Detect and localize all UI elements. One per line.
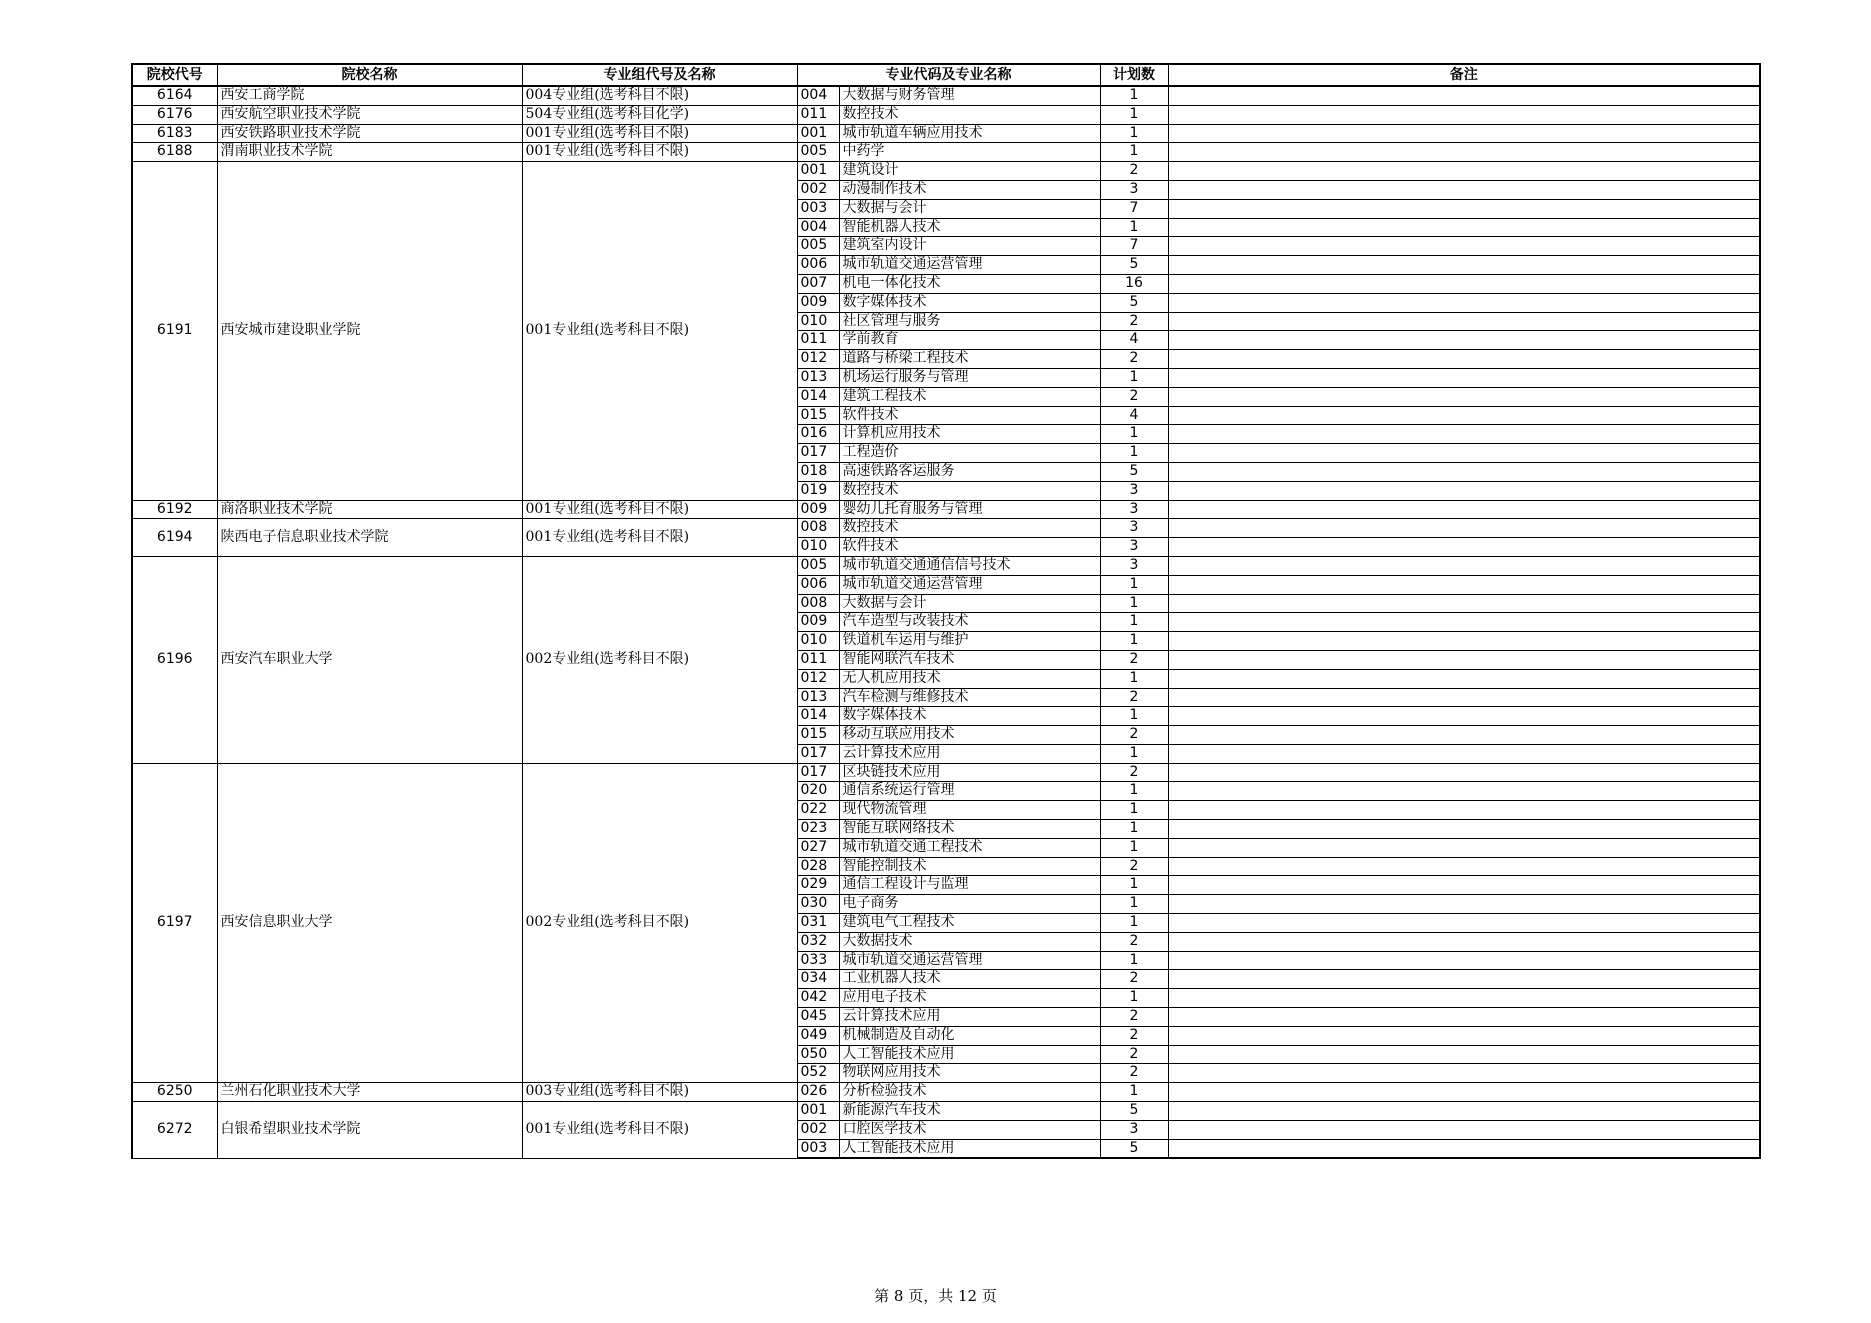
note-cell (1168, 782, 1760, 801)
major-name-cell: 工业机器人技术 (839, 970, 1100, 989)
table-row (132, 143, 1760, 162)
major-code-cell: 031 (797, 914, 839, 933)
table-row (132, 105, 1760, 124)
note-cell (1168, 1045, 1760, 1064)
plan-count-cell: 1 (1100, 914, 1168, 933)
school-code-cell: 6188 (132, 143, 217, 162)
major-code-cell: 001 (797, 124, 839, 143)
plan-count-cell: 2 (1100, 1064, 1168, 1083)
note-cell (1168, 293, 1760, 312)
major-code-cell: 013 (797, 368, 839, 387)
plan-count-cell: 5 (1100, 462, 1168, 481)
plan-count-cell: 2 (1100, 162, 1168, 181)
note-cell (1168, 970, 1760, 989)
note-cell (1168, 989, 1760, 1008)
plan-count-cell: 3 (1100, 1120, 1168, 1139)
plan-count-cell: 1 (1100, 838, 1168, 857)
major-code-cell: 019 (797, 481, 839, 500)
note-cell (1168, 105, 1760, 124)
plan-count-cell: 1 (1100, 876, 1168, 895)
note-cell (1168, 444, 1760, 463)
major-name-cell: 物联网应用技术 (839, 1064, 1100, 1083)
major-code-cell: 008 (797, 519, 839, 538)
major-code-cell: 004 (797, 86, 839, 105)
note-cell (1168, 876, 1760, 895)
plan-count-cell: 1 (1100, 368, 1168, 387)
note-cell (1168, 481, 1760, 500)
major-name-cell: 人工智能技术应用 (839, 1045, 1100, 1064)
major-name-cell: 口腔医学技术 (839, 1120, 1100, 1139)
note-cell (1168, 688, 1760, 707)
plan-count-cell: 5 (1100, 1139, 1168, 1158)
plan-count-cell: 1 (1100, 86, 1168, 105)
major-code-cell: 011 (797, 650, 839, 669)
major-code-cell: 016 (797, 425, 839, 444)
group-cell: 504专业组(选考科目化学) (522, 105, 797, 124)
plan-count-cell: 1 (1100, 425, 1168, 444)
major-name-cell: 大数据技术 (839, 932, 1100, 951)
major-code-cell: 018 (797, 462, 839, 481)
major-code-cell: 004 (797, 218, 839, 237)
major-name-cell: 城市轨道交通运营管理 (839, 256, 1100, 275)
group-cell: 001专业组(选考科目不限) (522, 519, 797, 557)
note-cell (1168, 575, 1760, 594)
major-name-cell: 数字媒体技术 (839, 707, 1100, 726)
school-name-cell: 西安城市建设职业学院 (217, 162, 522, 500)
school-name-cell: 西安信息职业大学 (217, 763, 522, 1083)
note-cell (1168, 1102, 1760, 1121)
major-name-cell: 城市轨道交通运营管理 (839, 951, 1100, 970)
major-code-cell: 010 (797, 632, 839, 651)
note-cell (1168, 669, 1760, 688)
note-cell (1168, 763, 1760, 782)
major-code-cell: 005 (797, 237, 839, 256)
note-cell (1168, 1083, 1760, 1102)
group-cell: 001专业组(选考科目不限) (522, 1102, 797, 1159)
major-name-cell: 高速铁路客运服务 (839, 462, 1100, 481)
plan-count-cell: 1 (1100, 951, 1168, 970)
plan-count-cell: 3 (1100, 538, 1168, 557)
major-name-cell: 建筑室内设计 (839, 237, 1100, 256)
major-code-cell: 012 (797, 350, 839, 369)
major-name-cell: 大数据与会计 (839, 594, 1100, 613)
plan-count-cell: 16 (1100, 274, 1168, 293)
major-code-cell: 017 (797, 444, 839, 463)
note-cell (1168, 726, 1760, 745)
table-row (132, 519, 1760, 538)
group-cell: 001专业组(选考科目不限) (522, 500, 797, 519)
plan-count-cell: 3 (1100, 519, 1168, 538)
major-name-cell: 电子商务 (839, 895, 1100, 914)
plan-count-cell: 1 (1100, 594, 1168, 613)
major-name-cell: 新能源汽车技术 (839, 1102, 1100, 1121)
major-code-cell: 022 (797, 801, 839, 820)
note-cell (1168, 406, 1760, 425)
table-body (132, 86, 1760, 1158)
header-group: 专业组代号及名称 (522, 64, 797, 86)
major-name-cell: 建筑工程技术 (839, 387, 1100, 406)
plan-count-cell: 5 (1100, 256, 1168, 275)
note-cell (1168, 1120, 1760, 1139)
major-code-cell: 007 (797, 274, 839, 293)
major-code-cell: 002 (797, 1120, 839, 1139)
table-row (132, 500, 1760, 519)
plan-count-cell: 1 (1100, 801, 1168, 820)
major-name-cell: 汽车造型与改装技术 (839, 613, 1100, 632)
plan-count-cell: 1 (1100, 820, 1168, 839)
group-cell: 004专业组(选考科目不限) (522, 86, 797, 105)
major-name-cell: 移动互联应用技术 (839, 726, 1100, 745)
major-code-cell: 014 (797, 707, 839, 726)
table-row (132, 763, 1760, 782)
plan-count-cell: 2 (1100, 1008, 1168, 1027)
plan-count-cell: 3 (1100, 500, 1168, 519)
note-cell (1168, 462, 1760, 481)
major-code-cell: 027 (797, 838, 839, 857)
major-code-cell: 028 (797, 857, 839, 876)
note-cell (1168, 162, 1760, 181)
major-code-cell: 023 (797, 820, 839, 839)
major-name-cell: 建筑设计 (839, 162, 1100, 181)
major-name-cell: 铁道机车运用与维护 (839, 632, 1100, 651)
note-cell (1168, 124, 1760, 143)
plan-count-cell: 1 (1100, 707, 1168, 726)
note-cell (1168, 368, 1760, 387)
note-cell (1168, 707, 1760, 726)
major-code-cell: 011 (797, 105, 839, 124)
school-code-cell: 6191 (132, 162, 217, 500)
note-cell (1168, 218, 1760, 237)
plan-count-cell: 1 (1100, 989, 1168, 1008)
major-code-cell: 002 (797, 180, 839, 199)
major-code-cell: 014 (797, 387, 839, 406)
note-cell (1168, 951, 1760, 970)
plan-count-cell: 1 (1100, 613, 1168, 632)
header-school-name: 院校名称 (217, 64, 522, 86)
major-name-cell: 城市轨道交通通信信号技术 (839, 556, 1100, 575)
note-cell (1168, 932, 1760, 951)
note-cell (1168, 86, 1760, 105)
note-cell (1168, 199, 1760, 218)
major-name-cell: 智能互联网络技术 (839, 820, 1100, 839)
plan-count-cell: 2 (1100, 763, 1168, 782)
plan-count-cell: 2 (1100, 387, 1168, 406)
major-code-cell: 010 (797, 312, 839, 331)
major-name-cell: 智能网联汽车技术 (839, 650, 1100, 669)
school-code-cell: 6176 (132, 105, 217, 124)
major-name-cell: 区块链技术应用 (839, 763, 1100, 782)
major-code-cell: 042 (797, 989, 839, 1008)
plan-count-cell: 1 (1100, 105, 1168, 124)
note-cell (1168, 519, 1760, 538)
group-cell: 003专业组(选考科目不限) (522, 1083, 797, 1102)
plan-count-cell: 1 (1100, 1083, 1168, 1102)
school-name-cell: 商洛职业技术学院 (217, 500, 522, 519)
plan-count-cell: 2 (1100, 970, 1168, 989)
note-cell (1168, 744, 1760, 763)
note-cell (1168, 914, 1760, 933)
major-name-cell: 智能机器人技术 (839, 218, 1100, 237)
note-cell (1168, 350, 1760, 369)
note-cell (1168, 1026, 1760, 1045)
school-code-cell: 6272 (132, 1102, 217, 1159)
school-name-cell: 陕西电子信息职业技术学院 (217, 519, 522, 557)
table-row (132, 1102, 1760, 1121)
major-code-cell: 013 (797, 688, 839, 707)
table-header-row (132, 64, 1760, 86)
note-cell (1168, 331, 1760, 350)
major-code-cell: 029 (797, 876, 839, 895)
major-code-cell: 003 (797, 1139, 839, 1158)
major-code-cell: 003 (797, 199, 839, 218)
plan-count-cell: 2 (1100, 312, 1168, 331)
plan-count-cell: 2 (1100, 650, 1168, 669)
major-code-cell: 017 (797, 763, 839, 782)
plan-count-cell: 2 (1100, 726, 1168, 745)
major-code-cell: 011 (797, 331, 839, 350)
major-name-cell: 汽车检测与维修技术 (839, 688, 1100, 707)
table-row (132, 556, 1760, 575)
major-name-cell: 道路与桥梁工程技术 (839, 350, 1100, 369)
note-cell (1168, 387, 1760, 406)
note-cell (1168, 274, 1760, 293)
school-code-cell: 6197 (132, 763, 217, 1083)
plan-count-cell: 3 (1100, 481, 1168, 500)
plan-count-cell: 2 (1100, 1026, 1168, 1045)
school-name-cell: 西安工商学院 (217, 86, 522, 105)
group-cell: 001专业组(选考科目不限) (522, 124, 797, 143)
major-name-cell: 数控技术 (839, 481, 1100, 500)
note-cell (1168, 500, 1760, 519)
school-name-cell: 白银希望职业技术学院 (217, 1102, 522, 1159)
major-code-cell: 008 (797, 594, 839, 613)
major-name-cell: 大数据与会计 (839, 199, 1100, 218)
table-row (132, 1083, 1760, 1102)
school-code-cell: 6194 (132, 519, 217, 557)
major-name-cell: 学前教育 (839, 331, 1100, 350)
major-code-cell: 015 (797, 726, 839, 745)
header-school-code: 院校代号 (132, 64, 217, 86)
header-count: 计划数 (1100, 64, 1168, 86)
major-name-cell: 大数据与财务管理 (839, 86, 1100, 105)
major-name-cell: 智能控制技术 (839, 857, 1100, 876)
note-cell (1168, 425, 1760, 444)
table-row (132, 162, 1760, 181)
major-name-cell: 分析检验技术 (839, 1083, 1100, 1102)
plan-count-cell: 4 (1100, 331, 1168, 350)
plan-count-cell: 5 (1100, 293, 1168, 312)
major-name-cell: 机场运行服务与管理 (839, 368, 1100, 387)
note-cell (1168, 613, 1760, 632)
major-code-cell: 009 (797, 293, 839, 312)
school-code-cell: 6192 (132, 500, 217, 519)
plan-count-cell: 2 (1100, 1045, 1168, 1064)
major-name-cell: 城市轨道车辆应用技术 (839, 124, 1100, 143)
school-name-cell: 兰州石化职业技术大学 (217, 1083, 522, 1102)
plan-count-cell: 1 (1100, 444, 1168, 463)
major-code-cell: 010 (797, 538, 839, 557)
group-cell: 001专业组(选考科目不限) (522, 143, 797, 162)
group-cell: 001专业组(选考科目不限) (522, 162, 797, 500)
school-name-cell: 渭南职业技术学院 (217, 143, 522, 162)
plan-count-cell: 3 (1100, 556, 1168, 575)
major-name-cell: 软件技术 (839, 538, 1100, 557)
major-name-cell: 中药学 (839, 143, 1100, 162)
plan-count-cell: 1 (1100, 744, 1168, 763)
plan-count-cell: 2 (1100, 932, 1168, 951)
group-cell: 002专业组(选考科目不限) (522, 763, 797, 1083)
note-cell (1168, 256, 1760, 275)
note-cell (1168, 632, 1760, 651)
major-code-cell: 005 (797, 556, 839, 575)
table-row (132, 86, 1760, 105)
major-code-cell: 001 (797, 162, 839, 181)
major-code-cell: 026 (797, 1083, 839, 1102)
page-footer: 第 8 页，共 12 页 (874, 1287, 997, 1305)
major-name-cell: 云计算技术应用 (839, 744, 1100, 763)
plan-count-cell: 1 (1100, 124, 1168, 143)
major-code-cell: 006 (797, 256, 839, 275)
plan-count-cell: 1 (1100, 575, 1168, 594)
major-code-cell: 052 (797, 1064, 839, 1083)
school-name-cell: 西安航空职业技术学院 (217, 105, 522, 124)
major-code-cell: 050 (797, 1045, 839, 1064)
major-name-cell: 动漫制作技术 (839, 180, 1100, 199)
major-code-cell: 012 (797, 669, 839, 688)
major-name-cell: 通信工程设计与监理 (839, 876, 1100, 895)
major-code-cell: 009 (797, 613, 839, 632)
school-code-cell: 6196 (132, 556, 217, 763)
major-name-cell: 计算机应用技术 (839, 425, 1100, 444)
header-major: 专业代码及专业名称 (797, 64, 1100, 86)
note-cell (1168, 312, 1760, 331)
major-name-cell: 机械制造及自动化 (839, 1026, 1100, 1045)
major-code-cell: 005 (797, 143, 839, 162)
major-name-cell: 机电一体化技术 (839, 274, 1100, 293)
plan-count-cell: 2 (1100, 857, 1168, 876)
note-cell (1168, 556, 1760, 575)
major-name-cell: 城市轨道交通运营管理 (839, 575, 1100, 594)
plan-count-cell: 5 (1100, 1102, 1168, 1121)
plan-count-cell: 1 (1100, 218, 1168, 237)
major-name-cell: 现代物流管理 (839, 801, 1100, 820)
major-name-cell: 社区管理与服务 (839, 312, 1100, 331)
school-name-cell: 西安汽车职业大学 (217, 556, 522, 763)
major-name-cell: 数字媒体技术 (839, 293, 1100, 312)
major-code-cell: 032 (797, 932, 839, 951)
plan-count-cell: 1 (1100, 632, 1168, 651)
plan-count-cell: 1 (1100, 669, 1168, 688)
major-name-cell: 软件技术 (839, 406, 1100, 425)
note-cell (1168, 594, 1760, 613)
note-cell (1168, 838, 1760, 857)
major-code-cell: 045 (797, 1008, 839, 1027)
major-code-cell: 006 (797, 575, 839, 594)
note-cell (1168, 820, 1760, 839)
major-code-cell: 015 (797, 406, 839, 425)
note-cell (1168, 180, 1760, 199)
major-name-cell: 婴幼儿托育服务与管理 (839, 500, 1100, 519)
note-cell (1168, 237, 1760, 256)
plan-count-cell: 4 (1100, 406, 1168, 425)
major-name-cell: 工程造价 (839, 444, 1100, 463)
major-name-cell: 无人机应用技术 (839, 669, 1100, 688)
table-row (132, 124, 1760, 143)
major-code-cell: 017 (797, 744, 839, 763)
major-name-cell: 通信系统运行管理 (839, 782, 1100, 801)
plan-count-cell: 3 (1100, 180, 1168, 199)
school-name-cell: 西安铁路职业技术学院 (217, 124, 522, 143)
major-name-cell: 人工智能技术应用 (839, 1139, 1100, 1158)
major-code-cell: 034 (797, 970, 839, 989)
plan-count-cell: 7 (1100, 199, 1168, 218)
plan-count-cell: 1 (1100, 782, 1168, 801)
note-cell (1168, 1139, 1760, 1158)
plan-count-cell: 7 (1100, 237, 1168, 256)
plan-count-cell: 1 (1100, 895, 1168, 914)
major-name-cell: 云计算技术应用 (839, 1008, 1100, 1027)
major-code-cell: 009 (797, 500, 839, 519)
group-cell: 002专业组(选考科目不限) (522, 556, 797, 763)
note-cell (1168, 538, 1760, 557)
plan-count-cell: 2 (1100, 688, 1168, 707)
header-note: 备注 (1168, 64, 1760, 86)
note-cell (1168, 857, 1760, 876)
major-name-cell: 建筑电气工程技术 (839, 914, 1100, 933)
school-code-cell: 6164 (132, 86, 217, 105)
major-code-cell: 049 (797, 1026, 839, 1045)
major-code-cell: 033 (797, 951, 839, 970)
school-code-cell: 6250 (132, 1083, 217, 1102)
major-code-cell: 001 (797, 1102, 839, 1121)
major-name-cell: 应用电子技术 (839, 989, 1100, 1008)
note-cell (1168, 801, 1760, 820)
note-cell (1168, 1008, 1760, 1027)
plan-count-cell: 2 (1100, 350, 1168, 369)
note-cell (1168, 143, 1760, 162)
major-name-cell: 数控技术 (839, 519, 1100, 538)
major-code-cell: 020 (797, 782, 839, 801)
major-name-cell: 城市轨道交通工程技术 (839, 838, 1100, 857)
plan-count-cell: 1 (1100, 143, 1168, 162)
note-cell (1168, 1064, 1760, 1083)
enrollment-plan-table (131, 63, 1761, 1159)
note-cell (1168, 895, 1760, 914)
note-cell (1168, 650, 1760, 669)
major-name-cell: 数控技术 (839, 105, 1100, 124)
school-code-cell: 6183 (132, 124, 217, 143)
major-code-cell: 030 (797, 895, 839, 914)
